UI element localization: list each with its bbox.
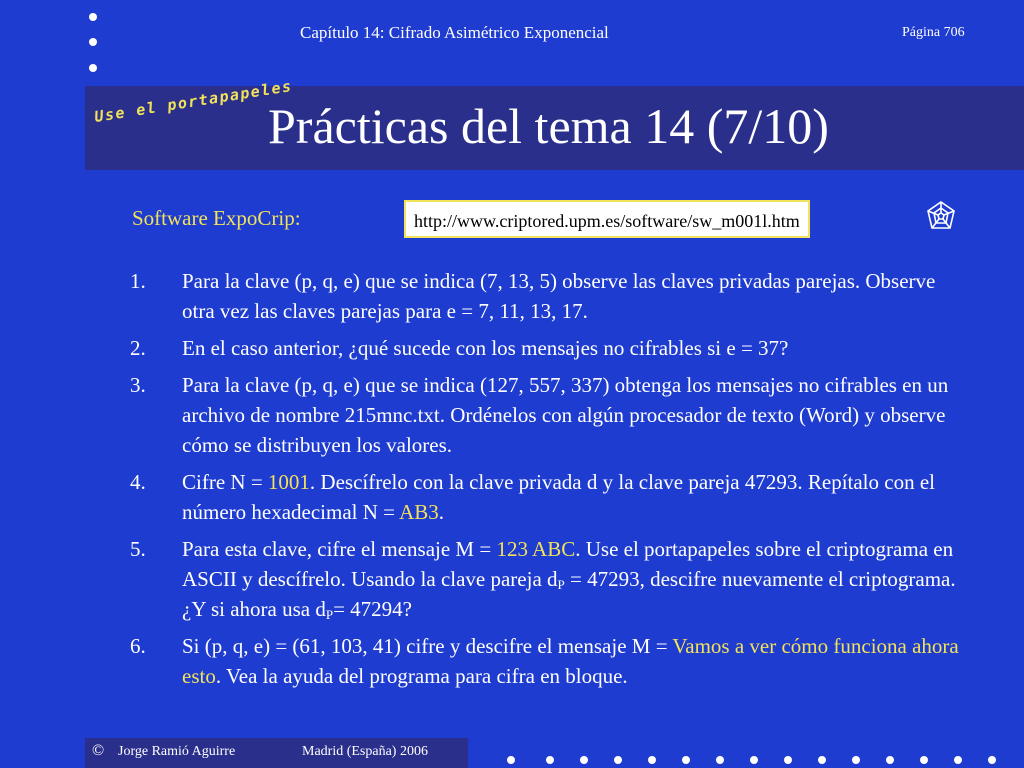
list-item: [130, 467, 970, 527]
software-label: Software ExpoCrip:: [132, 206, 301, 230]
slide-title: Prácticas del tema 14 (7/10): [268, 98, 829, 154]
copyright-icon: ©: [92, 742, 105, 759]
list-item: [130, 266, 970, 326]
exercise-list: [130, 266, 970, 698]
item-number: 2.: [130, 336, 146, 360]
item-number: 3.: [130, 373, 146, 397]
item-text: Si (p, q, e) = (61, 103, 41) cifre y descifre el mensaje M = Vamos a ver cómo funciona ahora esto. Vea la ayuda del programa para cifra en bloque.: [182, 634, 959, 688]
list-item: [130, 534, 970, 624]
decor-dot: [886, 756, 894, 764]
decor-dot: [614, 756, 622, 764]
clipboard-note: Use el portapapeles: [93, 76, 294, 126]
item-text: Para la clave (p, q, e) que se indica (127, 557, 337) obtenga los mensajes no cifrables en un archivo de nombre 215mnc.txt. Ordénelos con algún procesador de texto (Word) y observe cómo se distribuyen los valores.: [182, 373, 949, 457]
item-number: 1.: [130, 269, 146, 293]
item-number: 6.: [130, 634, 146, 658]
item-text: Para la clave (p, q, e) que se indica (7, 13, 5) observe las claves privadas parejas. Observe otra vez las claves parejas para e = 7, 11, 13, 17.: [182, 269, 936, 323]
decor-dot: [954, 756, 962, 764]
item-number: 5.: [130, 537, 146, 561]
decor-dot: [682, 756, 690, 764]
decor-dot: [852, 756, 860, 764]
list-item: [130, 370, 970, 460]
decor-dot: [648, 756, 656, 764]
software-link[interactable]: http://www.criptored.upm.es/software/sw_m001l.htm: [404, 200, 810, 238]
item-text: Para esta clave, cifre el mensaje M = 123 ABC. Use el portapapeles sobre el criptograma en ASCII y descífrelo. Usando la clave pareja $d_P = 47293$, descifre nuevamente el criptograma. ¿Y si ahora usa $d_P= 47294$?: [182, 537, 956, 622]
decor-dot: [818, 756, 826, 764]
decor-dot: [546, 756, 554, 764]
decor-dot: [89, 64, 97, 72]
item-text: En el caso anterior, ¿qué sucede con los mensajes no cifrables si e = 37?: [182, 336, 789, 360]
decor-dot: [507, 756, 515, 764]
web-icon[interactable]: [925, 200, 957, 232]
decor-dot: [988, 756, 996, 764]
decor-dot: [89, 13, 97, 21]
page-number: Página 706: [902, 25, 965, 40]
decor-dot: [716, 756, 724, 764]
decor-dot: [784, 756, 792, 764]
chapter-title: Capítulo 14: Cifrado Asimétrico Exponencial: [300, 23, 609, 42]
list-item: [130, 631, 970, 691]
decor-dot: [920, 756, 928, 764]
decor-dot: [580, 756, 588, 764]
decor-dot: [89, 38, 97, 46]
item-number: 4.: [130, 470, 146, 494]
list-item: [130, 333, 970, 363]
decor-dot: [750, 756, 758, 764]
footer-author: Jorge Ramió Aguirre: [118, 744, 236, 759]
footer-place: Madrid (España) 2006: [302, 744, 428, 759]
item-text: Cifre N = 1001. Descífrelo con la clave privada d y la clave pareja 47293. Repítalo con el número hexadecimal N = AB3.: [182, 470, 935, 524]
